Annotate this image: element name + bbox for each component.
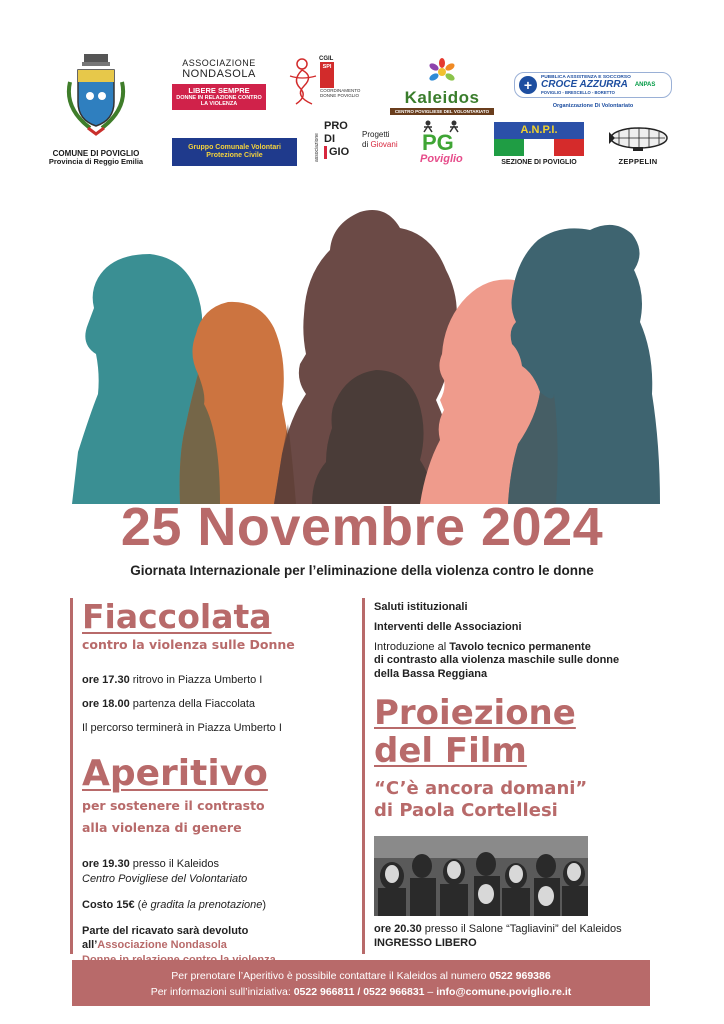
program-intro-plain: Introduzione al bbox=[374, 640, 450, 653]
fiaccolata-line-1 bbox=[82, 673, 352, 687]
kaleidos-name: Kaleidos bbox=[404, 88, 480, 107]
aperitivo-time-line bbox=[82, 857, 352, 871]
logo-pg-poviglio bbox=[414, 120, 478, 168]
anpi-flag bbox=[494, 122, 584, 156]
nondasola-band-sub: DONNE IN RELAZIONE CONTRO LA VIOLENZA bbox=[176, 95, 262, 107]
section-film bbox=[374, 694, 664, 821]
zeppelin-name: ZEPPELIN bbox=[618, 157, 658, 166]
aperitivo-place-italic: Centro Povigliese del Volontariato bbox=[82, 872, 248, 885]
poviglio-province: Provincia di Reggio Emilia bbox=[48, 157, 144, 167]
film-heading-2: del Film bbox=[374, 731, 527, 772]
nondasola-line2: NONDASOLA bbox=[182, 68, 256, 80]
cross-icon: + bbox=[519, 76, 537, 94]
program-saluti: Saluti istituzionali bbox=[374, 601, 468, 613]
program-intro bbox=[374, 641, 664, 682]
croce-org: Organizzazione Di Volontariato bbox=[552, 103, 634, 109]
prodigio-t3: Giovani bbox=[370, 140, 398, 149]
women-silhouettes-illustration bbox=[60, 204, 664, 504]
footer-booking-text: Per prenotare l’Aperitivo è possibile contattare il Kaleidos al numero bbox=[171, 970, 490, 982]
film-still-image bbox=[374, 836, 588, 916]
fiaccolata-time-2: ore 18.00 bbox=[82, 697, 130, 710]
fiaccolata-text-1: ritrovo in Piazza Umberto I bbox=[129, 673, 263, 686]
airship-icon bbox=[605, 126, 671, 152]
aperitivo-tagline-2: alla violenza di genere bbox=[82, 819, 242, 835]
prodigio-caption bbox=[362, 130, 398, 150]
film-entry: INGRESSO LIBERO bbox=[374, 937, 477, 950]
aperitivo-cost-note: è gradita la prenotazione bbox=[141, 898, 263, 911]
fiaccolata-tagline: contro la violenza sulle Donne bbox=[82, 637, 295, 652]
footer-line-2 bbox=[72, 984, 650, 1000]
tricolor-stripe bbox=[494, 139, 584, 156]
fiaccolata-text-2: partenza della Fiaccolata bbox=[129, 697, 256, 710]
fiaccolata-line-2 bbox=[82, 697, 352, 711]
prodigio-t1: Progetti bbox=[362, 130, 390, 139]
aperitivo-time: ore 19.30 bbox=[82, 858, 130, 871]
protezione-line1: Gruppo Comunale Volontari bbox=[188, 144, 281, 151]
footer-info-numbers[interactable]: 0522 966811 / 0522 966831 bbox=[293, 986, 425, 999]
aperitivo-proceeds-2: all’ bbox=[82, 939, 98, 952]
poviglio-name: COMUNE DI POVIGLIO bbox=[52, 149, 140, 158]
logo-prodigio bbox=[314, 120, 406, 164]
anpas-mark: ANPAS bbox=[634, 82, 656, 88]
film-details bbox=[374, 922, 664, 951]
prodigio-g2: DI bbox=[324, 133, 335, 145]
aperitivo-proceeds-1: Parte del ricavato sarà devoluto bbox=[82, 925, 249, 938]
fiaccolata-schedule bbox=[82, 673, 352, 736]
croce-text bbox=[541, 75, 631, 95]
aperitivo-place: presso il Kaleidos bbox=[129, 858, 219, 871]
fiaccolata-line-3: Il percorso terminerà in Piazza Umberto I bbox=[82, 722, 282, 735]
section-aperitivo bbox=[82, 753, 352, 967]
cgil-caption: COORDINAMENTO DONNE POVIGLIO bbox=[320, 88, 361, 99]
aperitivo-tagline-1: per sostenere il contrasto bbox=[82, 798, 265, 813]
fiaccolata-time-1: ore 17.30 bbox=[82, 673, 130, 686]
prodigio-g1: PRO bbox=[324, 120, 348, 132]
program-intro-b3: della Bassa Reggiana bbox=[374, 668, 488, 681]
aperitivo-cost-open: ( bbox=[134, 898, 142, 911]
aperitivo-cost-close: ) bbox=[262, 898, 267, 911]
nondasola-band-title: LIBERE SEMPRE bbox=[188, 86, 250, 95]
aperitivo-heading: Aperitivo bbox=[82, 753, 268, 794]
logo-cgil-spi bbox=[286, 56, 366, 112]
prodigio-t2: di bbox=[362, 140, 369, 149]
prodigio-wordmark bbox=[324, 120, 356, 159]
pg-mark: PG bbox=[422, 130, 454, 155]
coat-of-arms-icon bbox=[64, 52, 128, 140]
footer-booking-number[interactable]: 0522 969386 bbox=[489, 970, 551, 982]
aperitivo-cost: Costo 15€ bbox=[82, 898, 135, 911]
logo-nondasola bbox=[172, 58, 266, 110]
program-interventi: Interventi delle Associazioni bbox=[374, 621, 522, 634]
left-divider bbox=[70, 598, 73, 954]
logo-kaleidos bbox=[390, 58, 494, 115]
logo-zeppelin bbox=[602, 126, 674, 166]
cgil-tag: CGIL bbox=[319, 56, 334, 62]
section-program bbox=[374, 600, 664, 688]
film-place: presso il Salone “Tagliavini” del Kaleidos bbox=[421, 923, 622, 935]
pg-town: Poviglio bbox=[420, 153, 463, 165]
fiaccolata-heading: Fiaccolata bbox=[82, 597, 272, 636]
section-fiaccolata bbox=[82, 597, 352, 746]
aperitivo-place-block bbox=[82, 857, 352, 886]
footer-info-text: Per informazioni sull’iniziativa: bbox=[150, 986, 294, 999]
aperitivo-proceeds-org: Associazione Nondasola bbox=[97, 939, 227, 952]
footer-sep: – bbox=[424, 986, 437, 999]
spi-box: SPI bbox=[320, 62, 334, 88]
kaleidos-sub: CENTRO POVIGLIESE DEL VOLONTARIATO bbox=[390, 108, 494, 115]
event-date-title: 25 Novembre 2024 bbox=[120, 497, 604, 557]
logo-protezione-civile bbox=[172, 138, 297, 166]
film-time-line bbox=[374, 922, 664, 936]
flower-icon bbox=[427, 58, 457, 84]
croce-line2: CROCE AZZURRA bbox=[541, 79, 628, 90]
nondasola-band bbox=[172, 84, 266, 110]
film-title-1: “C’è ancora domani” bbox=[374, 778, 588, 800]
film-time: ore 20.30 bbox=[374, 923, 422, 935]
aperitivo-cost-line bbox=[82, 898, 352, 912]
nondasola-line1: ASSOCIAZIONE bbox=[182, 58, 256, 68]
program-intro-b1: Tavolo tecnico permanente bbox=[449, 640, 591, 653]
film-title-2: di Paola Cortellesi bbox=[374, 799, 558, 821]
anpi-section: SEZIONE DI POVIGLIO bbox=[501, 159, 577, 166]
logo-comune-poviglio bbox=[40, 52, 152, 167]
croce-line1: PUBBLICA ASSISTENZA E SOCCORSO bbox=[541, 75, 631, 80]
footer-line-1 bbox=[72, 968, 650, 984]
film-heading bbox=[374, 694, 664, 770]
prodigio-vertical: associazione bbox=[314, 133, 320, 162]
anpi-name: A.N.P.I. bbox=[494, 122, 584, 139]
protezione-line2: Protezione Civile bbox=[206, 152, 263, 160]
program-intro-b2: di contrasto alla violenza maschile sulle donne bbox=[374, 654, 620, 667]
film-heading-1: Proiezione bbox=[374, 693, 576, 733]
croce-badge bbox=[514, 72, 672, 98]
croce-line3: POVIGLIO - BRESCELLO - BORETTO bbox=[541, 90, 615, 95]
logo-anpi bbox=[494, 122, 584, 166]
logo-croce-azzurra bbox=[514, 72, 672, 109]
ribbon-figure-icon bbox=[286, 56, 320, 106]
footer-email-link[interactable]: info@comune.poviglio.re.it bbox=[436, 986, 572, 999]
event-subtitle: Giornata Internazionale per l’eliminazione della violenza contro le donne bbox=[130, 563, 594, 578]
prodigio-g3: GIO bbox=[324, 146, 356, 159]
right-divider bbox=[362, 598, 365, 954]
info-footer bbox=[72, 960, 650, 1006]
